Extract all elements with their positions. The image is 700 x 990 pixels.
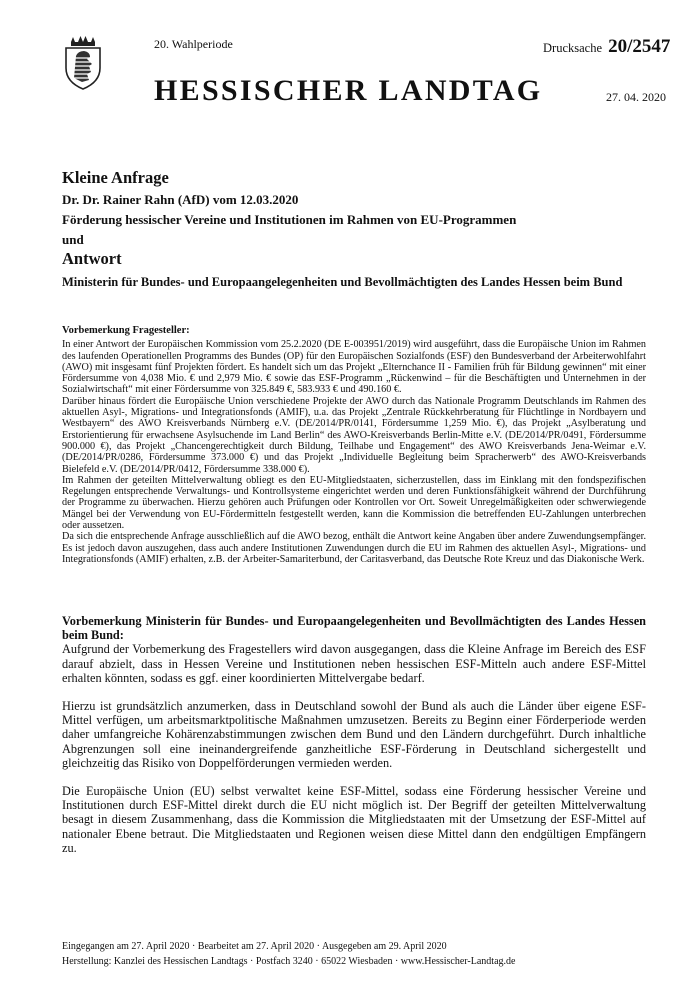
preliminary-remark-ministry (62, 614, 646, 869)
footer-publisher: Herstellung: Kanzlei des Hessischen Landtags · Postfach 3240 · 65022 Wiesbaden · www.Hessischer-Landtag.de (62, 955, 516, 967)
paragraph: In einer Antwort der Europäischen Kommission vom 25.2.2020 (DE E-003951/2019) wird ausgeführt, dass die Europäische Union im Rahmen des laufenden Operationellen Programms des Bundes (OP) für den Europäischen Sozialfonds (ESF) den Bundesverband der Arbeiterwohlfahrt (AWO) mit insgesamt fünf Projekten fördert. Es handelt sich um das Projekt „Elternchance II - Familien früh für Bildung gewinnen“ mit einer Fördersumme von 4,038 Mio. € und 2,979 Mio. € sowie das ESF-Programm „Rückenwind – für die Beschäftigten und Unternehmen in der Sozialwirtschaft“ mit einer Fördersumme von 325.849 €, 583.933 € und 490.160 €. (62, 339, 646, 396)
section-title: Vorbemerkung Ministerin für Bundes- und Europaangelegenheiten und Bevollmächtigten des Landes Hessen beim Bund: (62, 614, 646, 643)
hessen-crest-logo (62, 36, 104, 90)
preliminary-remark-questioner (62, 325, 646, 565)
paragraph: Im Rahmen der geteilten Mittelverwaltung obliegt es den EU-Mitgliedstaaten, sicherzustellen, dass im Einklang mit den fondspezifischen Regelungen entsprechende Verwaltungs- und Kontrollsysteme eingerichtet werden und deren Funktionsfähigkeit während der Durchführung der Programme zu überwachen. Hierzu gehören auch Prüfungen oder Kontrollen vor Ort. Soweit Unregelmäßigkeiten oder schwerwiegende Mängel bei der Verwendung von EU-Fördermitteln festgestellt werden, kann die Kommission die betreffenden EU-Zahlungen unterbrechen oder aussetzen. (62, 474, 646, 532)
inquiry-subject: Förderung hessischer Vereine und Institutionen im Rahmen von EU-Programmen (62, 212, 517, 227)
drucksache-number: 20/2547 (608, 36, 671, 57)
paragraph: Die Europäische Union (EU) selbst verwaltet keine ESF-Mittel, sodass eine Förderung hessischer Vereine und Institutionen durch ESF-Mittel direkt durch die EU nicht möglich ist. Der Begriff der geteilten Mittelverwaltung besagt in diesem Zusammenhang, dass die Kommission die Mitgliedstaaten mit der Umsetzung der ESF-Mittel auf nationaler Ebene betraut. Die Mitgliedstaaten und Regionen weisen diese Mittel dann den endgültigen Empfängern zu. (62, 784, 646, 855)
paragraph: Darüber hinaus fördert die Europäische Union verschiedene Projekte der AWO durch das Nationale Programm Deutschlands im Rahmen des aktuellen Asyl-, Migrations- und Integrationsfonds (AMIF), u.a. das Projekt „Zentrale Rückkehrberatung für Flüchtlinge in Nordbayern und Westbayern“ des AWO Kreisverbands Nürnberg e.V. (DE/2014/PR/0141, Fördersumme 1,259 Mio. €), das Projekt „Asylberatung und Erstorientierung für erwachsene Asylsuchende im Land Berlin“ des AWO-Kreisverbands Berlin-Mitte e.V. (DE/2014/PR/0491, Fördersumme 900.000 €), das Projekt „Chancengerechtigkeit durch Bildung, Teilhabe und Engagement“ des AWO Kreisverbands Jena-Weimar e.V. (DE/2014/PR/0286, Fördersumme 373.000 €) und das Projekt „Individuelle Begleitung beim Spracherwerb“ des AWO-Kreisverbands Bielefeld e.V. (DE/2014/PR/0412, Fördersumme 338.000 €). (62, 395, 646, 475)
paragraph: Hierzu ist grundsätzlich anzumerken, dass in Deutschland sowohl der Bund als auch die Länder über eigene ESF-Mittel verfügen, um arbeitsmarktpolitische Maßnahmen umzusetzen. Bereits zu Beginn einer Förderperiode werden daher umfangreiche Kohärenzabstimmungen zwischen dem Bund und den Ländern durchgeführt. Durch inhaltliche Abgrenzungen soll eine ineinandergreifende ganzheitliche ESF-Förderung in Deutschland sichergestellt und gleichzeitig das Risiko von Doppelförderungen vermieden werden. (62, 699, 646, 770)
election-period: 20. Wahlperiode (154, 37, 233, 51)
footer-dates: Eingegangen am 27. April 2020 · Bearbeitet am 27. April 2020 · Ausgegeben am 29. April 2020 (62, 941, 447, 952)
paragraph: Da sich die entsprechende Anfrage ausschließlich auf die AWO bezog, enthält die Antwort keine Angaben über andere Zuwendungsempfänger. Es ist jedoch davon auszugehen, dass auch andere Institutionen Zuwendungen durch die EU im Rahmen des aktuellen Asyl-, Migrations- und Integrationsfonds (AMIF) erhalten, z.B. der Arbeiter-Samariterbund, der Caritasverband, das Deutsche Rote Kreuz und das Diakonische Werk. (62, 531, 646, 565)
answering-ministry: Ministerin für Bundes- und Europaangelegenheiten und Bevollmächtigten des Landes Hessen beim Bund (62, 275, 623, 289)
document-number (543, 36, 670, 58)
inquiry-author: Dr. Dr. Rainer Rahn (AfD) vom 12.03.2020 (62, 192, 299, 207)
document-footer (62, 940, 662, 969)
institution-title: HESSISCHER LANDTAG (154, 74, 543, 107)
drucksache-label: Drucksache (543, 41, 602, 55)
paragraph: Aufgrund der Vorbemerkung des Fragestellers wird davon ausgegangen, dass die Kleine Anfrage im Bereich des ESF darauf abzielt, dass in Hessen Vereine und Institutionen neben hessischen ESF-Mitteln auch andere ESF-Mittel erhalten könnten, sodass es ggf. einer koordinierten Mittelvergabe bedarf. (62, 642, 646, 685)
document-date: 27. 04. 2020 (606, 90, 666, 104)
document-heading (62, 167, 642, 290)
section-title: Vorbemerkung Fragesteller: (62, 325, 190, 336)
answer-heading: Antwort (62, 249, 122, 268)
inquiry-type: Kleine Anfrage (62, 168, 169, 187)
heading-and: und (62, 232, 84, 247)
